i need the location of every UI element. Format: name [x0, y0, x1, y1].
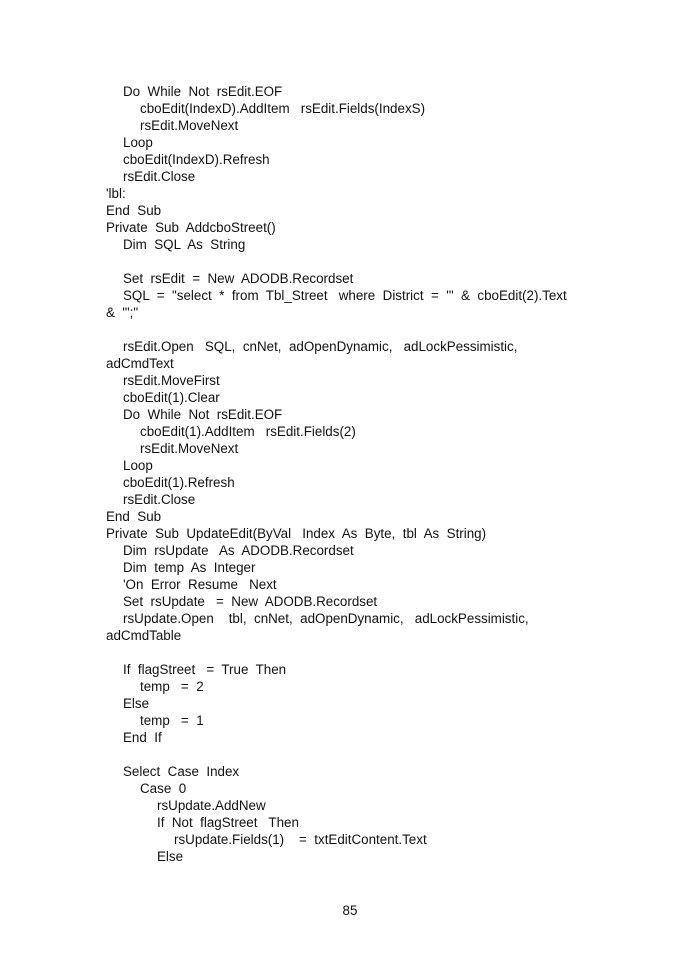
code-line: End Sub [106, 203, 162, 218]
code-line: cboEdit(1).AddItem rsEdit.Fields(2) [140, 424, 356, 439]
code-line: rsUpdate.Fields(1) = txtEditContent.Text [174, 832, 427, 847]
code-line: adCmdText [106, 356, 174, 371]
code-line [106, 253, 586, 270]
code-line [106, 644, 586, 661]
code-line: cboEdit(IndexD).Refresh [123, 152, 270, 167]
code-line: rsEdit.MoveFirst [123, 373, 220, 388]
code-line: If Not flagStreet Then [157, 815, 299, 830]
code-line: cboEdit(1).Clear [123, 390, 220, 405]
code-line: End If [123, 730, 162, 745]
code-line: 'On Error Resume Next [123, 577, 277, 592]
code-line: rsEdit.MoveNext [140, 441, 239, 456]
code-line: Loop [123, 458, 153, 473]
code-line: rsUpdate.Open tbl, cnNet, adOpenDynamic, adLockPessimistic, [123, 611, 529, 626]
code-line: rsUpdate.AddNew [157, 798, 266, 813]
code-line: Private Sub UpdateEdit(ByVal Index As Byte, tbl As String) [106, 526, 487, 541]
code-line: adCmdTable [106, 628, 182, 643]
code-line: & "';" [106, 305, 139, 320]
code-line: Else [157, 849, 184, 864]
code-line: Do While Not rsEdit.EOF [123, 407, 283, 422]
page-number: 85 [342, 903, 358, 918]
code-line: Else [123, 696, 150, 711]
code-line: cboEdit(1).Refresh [123, 475, 235, 490]
code-line: Set rsUpdate = New ADODB.Recordset [123, 594, 378, 609]
code-line: Select Case Index [123, 764, 240, 779]
code-line: Case 0 [140, 781, 187, 796]
code-line: SQL = "select * from Tbl_Street where District = '" & cboEdit(2).Text [123, 288, 567, 303]
code-line: Loop [123, 135, 153, 150]
code-line: rsEdit.MoveNext [140, 118, 239, 133]
code-line: rsEdit.Close [123, 169, 196, 184]
code-line [106, 321, 586, 338]
code-line: 'lbl: [106, 186, 126, 201]
code-line: rsEdit.Open SQL, cnNet, adOpenDynamic, adLockPessimistic, [123, 339, 518, 354]
code-listing [106, 83, 586, 865]
code-line: cboEdit(IndexD).AddItem rsEdit.Fields(IndexS) [140, 101, 426, 116]
code-line: Set rsEdit = New ADODB.Recordset [123, 271, 354, 286]
code-line: temp = 1 [140, 713, 204, 728]
code-line: Dim rsUpdate As ADODB.Recordset [123, 543, 354, 558]
code-line: Do While Not rsEdit.EOF [123, 84, 283, 99]
code-line: Dim temp As Integer [123, 560, 256, 575]
code-line: Dim SQL As String [123, 237, 246, 252]
code-line: End Sub [106, 509, 162, 524]
code-line: temp = 2 [140, 679, 204, 694]
code-line: rsEdit.Close [123, 492, 196, 507]
code-line [106, 746, 586, 763]
code-line: Private Sub AddcboStreet() [106, 220, 276, 235]
code-line: If flagStreet = True Then [123, 662, 287, 677]
